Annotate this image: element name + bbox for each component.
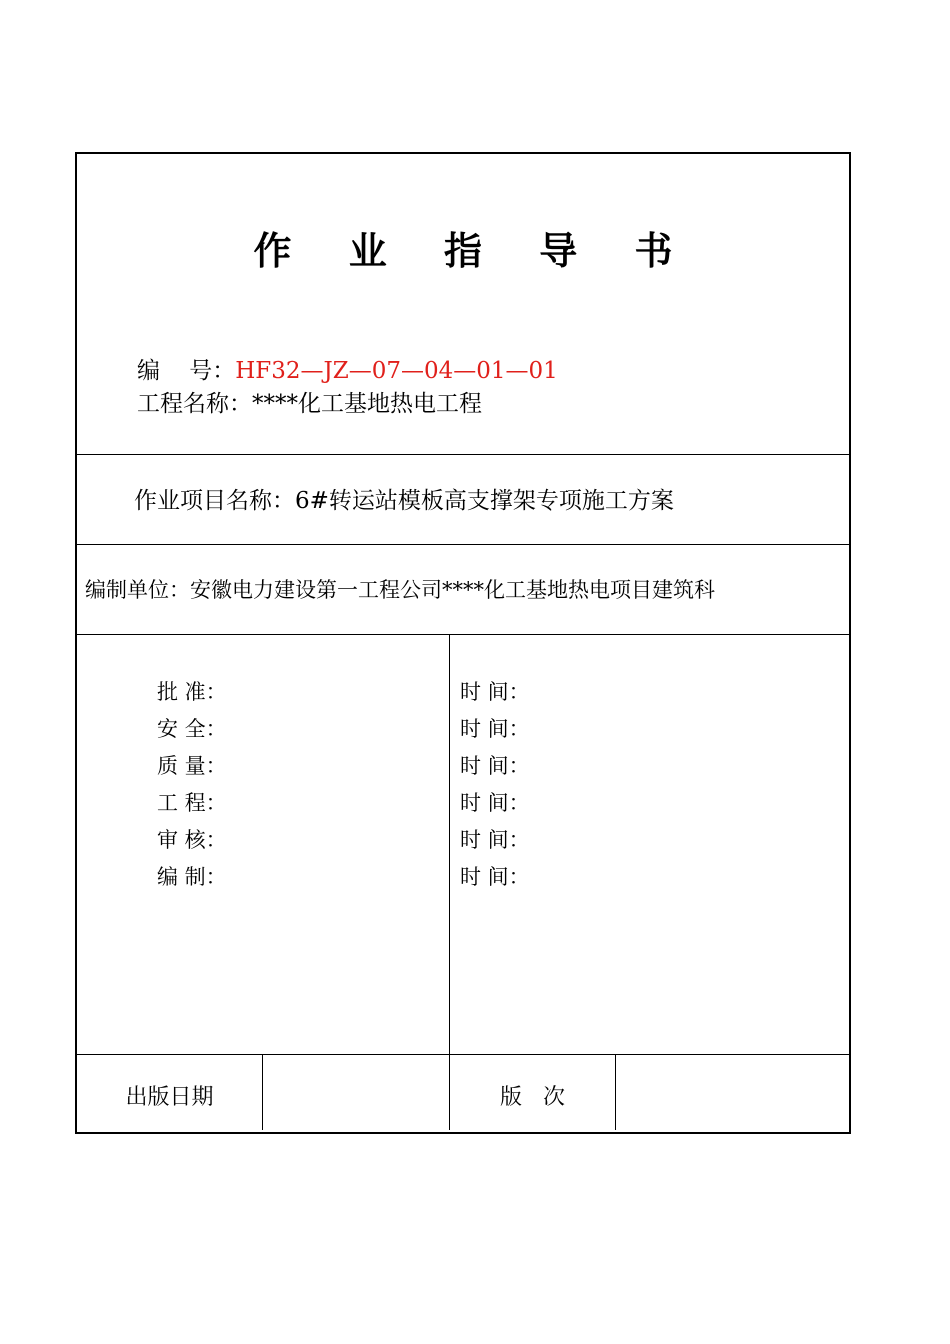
number-line xyxy=(137,352,558,385)
document-title: 作 业 指 导 书 xyxy=(253,229,695,273)
divider-edition-cell xyxy=(615,1054,616,1130)
task-value: 6#转运站模板高支撑架专项施工方案 xyxy=(295,488,674,514)
signoff-time: 时 间： xyxy=(460,680,530,704)
signoff-role: 批 准： xyxy=(157,680,227,704)
signoff-role: 质 量： xyxy=(157,754,227,778)
signoff-role: 编 制： xyxy=(157,865,227,889)
signoff-role: 审 核： xyxy=(157,828,227,852)
project-value: ****化工基地热电工程 xyxy=(252,391,482,417)
divider-task xyxy=(77,544,849,545)
signoff-time: 时 间： xyxy=(460,717,530,741)
edition-label: 版 次 xyxy=(500,1085,565,1110)
number-label: 编 号： xyxy=(137,358,236,384)
project-label: 工程名称： xyxy=(137,391,252,417)
signoff-time: 时 间： xyxy=(460,791,530,815)
divider-header xyxy=(77,454,849,455)
task-line xyxy=(134,482,674,515)
unit-label: 编制单位： xyxy=(85,578,190,602)
signoff-time: 时 间： xyxy=(460,754,530,778)
unit-value: 安徽电力建设第一工程公司****化工基地热电项目建筑科 xyxy=(190,578,715,602)
divider-date-cell xyxy=(262,1054,263,1130)
number-value: HF32—JZ—07—04—01—01 xyxy=(235,358,558,384)
cover-form xyxy=(75,152,851,1134)
signoff-time: 时 间： xyxy=(460,828,530,852)
task-label: 作业项目名称： xyxy=(134,488,295,514)
divider-unit xyxy=(77,634,849,635)
publish-date-label: 出版日期 xyxy=(125,1085,214,1110)
signoff-time: 时 间： xyxy=(460,865,530,889)
signoff-role: 安 全： xyxy=(157,717,227,741)
divider-center xyxy=(449,634,450,1130)
signoff-role: 工 程： xyxy=(157,791,227,815)
divider-signoff xyxy=(77,1054,849,1055)
project-line xyxy=(137,385,482,418)
unit-line xyxy=(85,574,715,604)
